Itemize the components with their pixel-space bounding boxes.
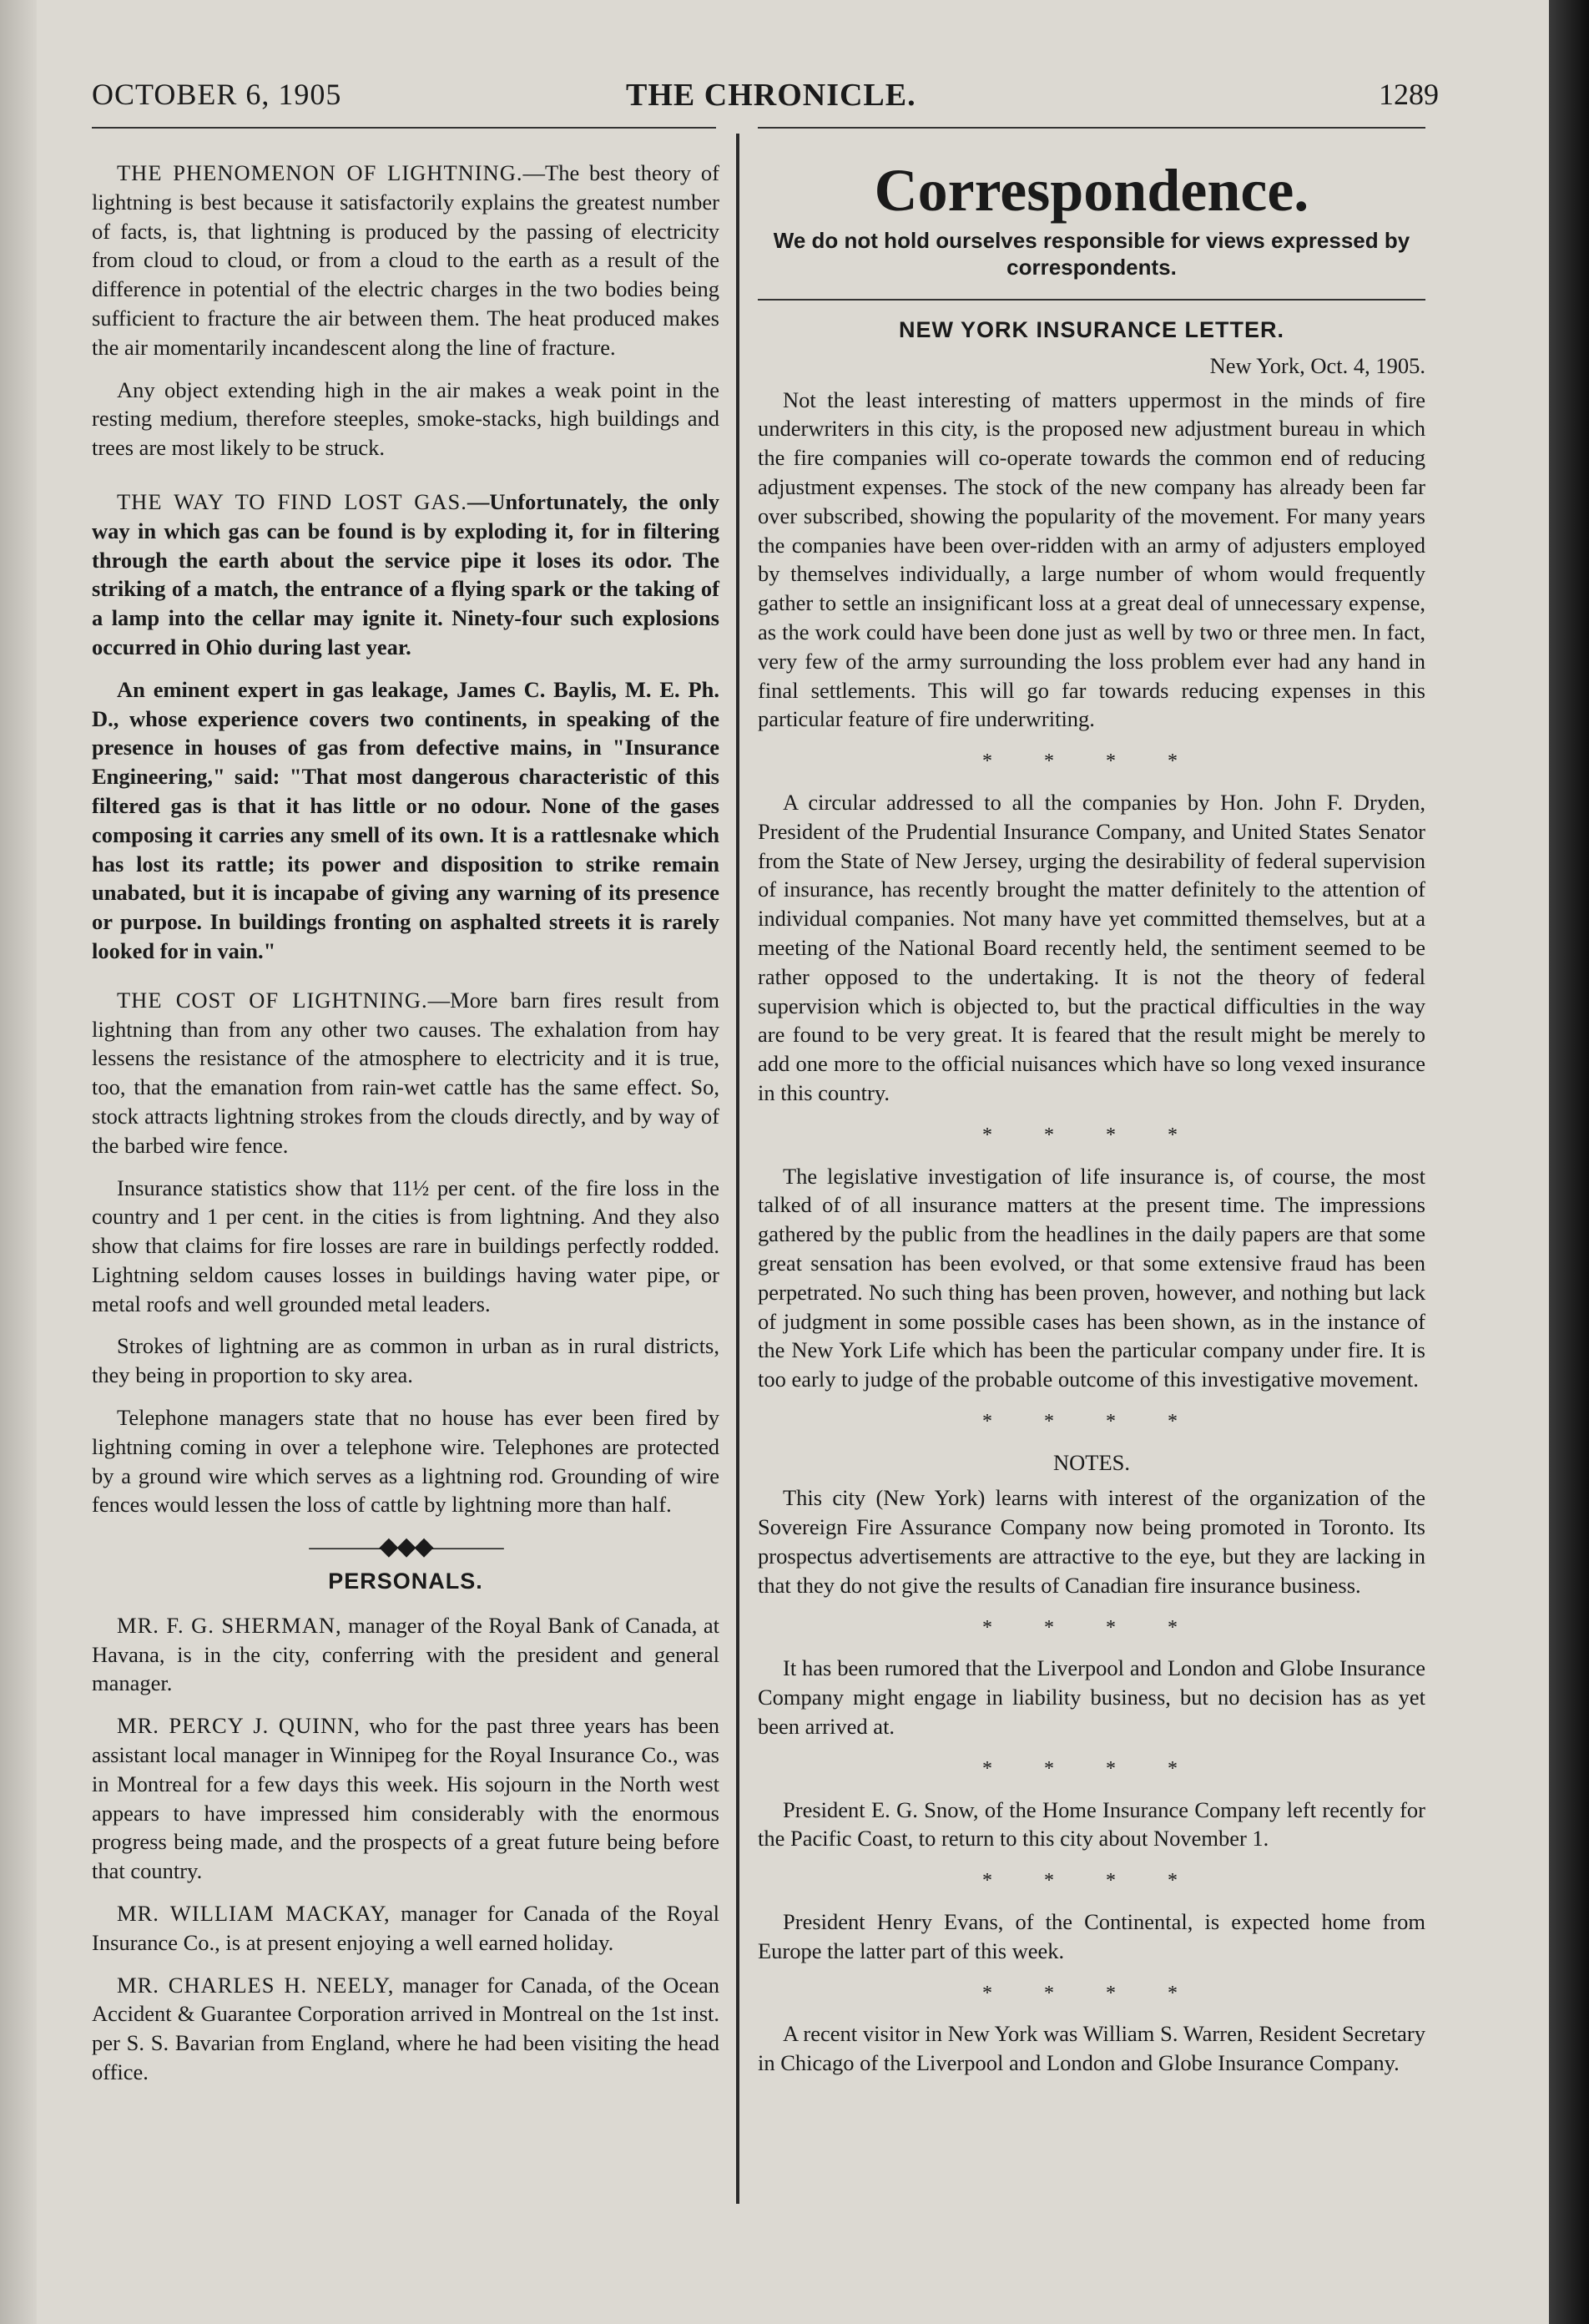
personal-name: MR. WILLIAM MACKAY, [117, 1901, 391, 1927]
article-heading: THE COST OF LIGHTNING. [117, 987, 428, 1013]
personal-item: MR. F. G. SHERMAN, manager of the Royal Bank of Canada, at Havana, is in the city, conferring with the president and general manager. [92, 1612, 719, 1696]
personal-name: MR. PERCY J. QUINN, [117, 1713, 361, 1739]
ornament-divider: ———◆◆◆——— [309, 1533, 502, 1561]
letter-paragraph: Not the least interesting of matters uppermost in the minds of fire underwriters in this city, is the proposed new adjustment bureau in which the fire companies will co-operate towards the common end of reducing adjustment expenses. The stock of the new company has already been far over subscribed, showing the popularity of the movement. For many years the companies have been over-ridden with an army of adjusters employed by themselves individually, a large number of whom would frequently gather to settle an insignificant loss at a great deal of unnecessary expense, as the work could have been done just as well by two or three men. In fact, very few of the army surrounding the loss problem ever had any hand in final settlements. This will go far towards reducing expenses in this particular feature of fire underwriting. [758, 386, 1425, 732]
note-paragraph: This city (New York) learns with interest of the organization of the Sovereign Fire Assurance Company now being promoted in Toronto. Its prospectus advertisements are attractive to the eye, but they are lacking in that they do not give the results of Canadian fire insurance business. [758, 1485, 1425, 1598]
article-heading: THE WAY TO FIND LOST GAS. [117, 488, 467, 514]
note-paragraph: It has been rumored that the Liverpool and London and Globe Insurance Company might engage in liability business, but no decision has as yet been arrived at. [758, 1655, 1425, 1740]
scan-left-edge [0, 0, 37, 2324]
personal-item: MR. WILLIAM MACKAY, manager for Canada of the Royal Insurance Co., is at present enjoying a well earned holiday. [92, 1901, 719, 1955]
stars-separator: * * * * [982, 1616, 1201, 1639]
page-header [92, 77, 1439, 127]
personal-name: MR. CHARLES H. NEELY, [117, 1972, 395, 1998]
notes-heading: NOTES. [1052, 1449, 1130, 1475]
stars-separator: * * * * [982, 750, 1201, 773]
article-lightning-cost-p2: Insurance statistics show that 11½ per cent. of the fire loss in the country and 1 per cent. in the cities is from lightning. And they also show that claims for fire losses are rare in buildings perfectly rodded. Lightning seldom causes losses in buildings having water pipe, or metal roofs and well grounded metal leaders. [92, 1175, 719, 1316]
letter-paragraph: The legislative investigation of life insurance is, of course, the most talked of of all insurance matters at the present time. The impressions gathered by the public from the headlines in the daily papers are that some great sensation has been evolved, or that some extensive fraud has been perpetrated. No such thing has been proven, however, and nothing but lack of judgment in some possible cases has been shown, as in the instance of the New York Life which has been the particular company under fire. It is too early to judge of the probable outcome of this investigative movement. [758, 1163, 1425, 1392]
article-lightning-phenomenon-p2: Any object extending high in the air makes a weak point in the resting medium, therefore steeples, smoke-stacks, high buildings and trees are most likely to be struck. [92, 376, 719, 461]
publication-title: THE CHRONICLE. [626, 78, 916, 113]
stars-separator: * * * * [982, 1870, 1201, 1892]
article-lightning-cost-p3: Strokes of lightning are as common in urban as in rural districts, they being in proportion to sky area. [92, 1333, 719, 1388]
letter-paragraph: A circular addressed to all the companies by Hon. John F. Dryden, President of the Prudential Insurance Company, and United States Senator from the State of New Jersey, urging the desirability of federal supervision of insurance, has recently brought the matter definitely to the attention of individual companies. Not many have yet committed themselves, but at a meeting of the National Board recently held, the sentiment seemed to be rather opposed to the undertaking. It is not the theory of federal supervision which is objected to, but the practical difficulties in the way are found to be very great. It is feared that the result might be merely to add one more to the official nuisances which have so long vexed insurance in this country. [758, 789, 1425, 1105]
letter-dateline: New York, Oct. 4, 1905. [1209, 352, 1425, 378]
note-paragraph: President E. G. Snow, of the Home Insurance Company left recently for the Pacific Coast, to return to this city about November 1. [758, 1796, 1425, 1852]
header-rule-right [758, 127, 1425, 129]
personals-heading: PERSONALS. [328, 1569, 483, 1594]
personal-item: MR. PERCY J. QUINN, who for the past three years has been assistant local manager in Winnipeg for the Royal Insurance Co., was in Montreal for a few days this week. His sojourn in the North west appears to have impressed him considerably with the enormous progress being made, and the prospects of a great future being before that country. [92, 1713, 719, 1884]
note-paragraph: A recent visitor in New York was William S. Warren, Resident Secretary in Chicago of the Liverpool and London and Globe Insurance Company. [758, 2021, 1425, 2076]
article-lightning-phenomenon-p1: THE PHENOMENON OF LIGHTNING.—The best theory of lightning is best because it satisfactorily explains the greatest number of facts, is, that lightning is produced by the passing of electricity from cloud to cloud, or from a cloud to the earth as a result of the difference in potential of the electric charges in the two bodies being sufficient to fracture the air between them. The heat produced makes the air momentarily incandescent along the line of fracture. [92, 160, 719, 360]
left-column [92, 159, 719, 2100]
article-heading: THE PHENOMENON OF LIGHTNING. [117, 160, 523, 185]
article-lightning-cost-p1: THE COST OF LIGHTNING.—More barn fires result from lightning than from any other two causes. The exhalation from hay lessens the resistance of the atmosphere to electricity and it is true, too, that the emanation from rain-wet cattle has the same effect. So, stock attracts lightning strokes from the clouds directly, and by way of the barbed wire fence. [92, 987, 719, 1158]
personal-item: MR. CHARLES H. NEELY, manager for Canada, of the Ocean Accident & Guarantee Corporation arrived in Montreal on the 1st inst. per S. S. Bavarian from England, where he had been visiting the head office. [92, 1972, 719, 2085]
stars-separator: * * * * [982, 1982, 1201, 2004]
column-divider [736, 134, 739, 2204]
header-rule-left [92, 127, 716, 129]
right-column [758, 159, 1425, 2091]
stars-separator: * * * * [982, 1410, 1201, 1432]
article-lost-gas-p1: THE WAY TO FIND LOST GAS.—Unfortunately, the only way in which gas can be found is by exploding it, for in filtering through the earth about the service pipe it loses its odor. The striking of a match, the entrance of a flying spark or the taking of a lamp into the cellar may ignite it. Ninety-four such explosions occurred in Ohio during last year. [92, 488, 719, 659]
article-lightning-cost-p4: Telephone managers state that no house has ever been fired by lightning coming in over a telephone wire. Telephones are protected by a ground wire which serves as a lightning rod. Grounding of wire fences would lessen the loss of cattle by lightning more than half. [92, 1405, 719, 1518]
stars-separator: * * * * [982, 1757, 1201, 1780]
correspondence-title: Correspondence. [874, 157, 1309, 224]
article-lost-gas-p2: An eminent expert in gas leakage, James C. Baylis, M. E. Ph. D., whose experience covers two continents, in speaking of the presence in houses of gas from defective mains, in "Insurance Engineering," said: "That most dangerous characteristic of this filtered gas is that it has little or no odour. None of the gases composing it carries any smell of its own. It is a rattlesnake which has lost its rattle; its power and disposition to strike remain unabated, but it is incapabe of giving any warning of its presence or purpose. In buildings fronting on asphalted streets it is rarely looked for in vain." [92, 676, 719, 963]
scan-right-edge [1549, 0, 1589, 2324]
correspondence-disclaimer: We do not hold ourselves responsible for views expressed by correspondents. [773, 228, 1410, 280]
note-paragraph: President Henry Evans, of the Continental, is expected home from Europe the latter part of this week. [758, 1909, 1425, 1963]
letter-heading: NEW YORK INSURANCE LETTER. [898, 317, 1285, 342]
stars-separator: * * * * [982, 1124, 1201, 1146]
section-rule [758, 299, 1425, 301]
issue-date: OCTOBER 6, 1905 [92, 78, 342, 111]
personal-name: MR. F. G. SHERMAN, [117, 1612, 342, 1638]
page-number: 1289 [1379, 78, 1439, 111]
